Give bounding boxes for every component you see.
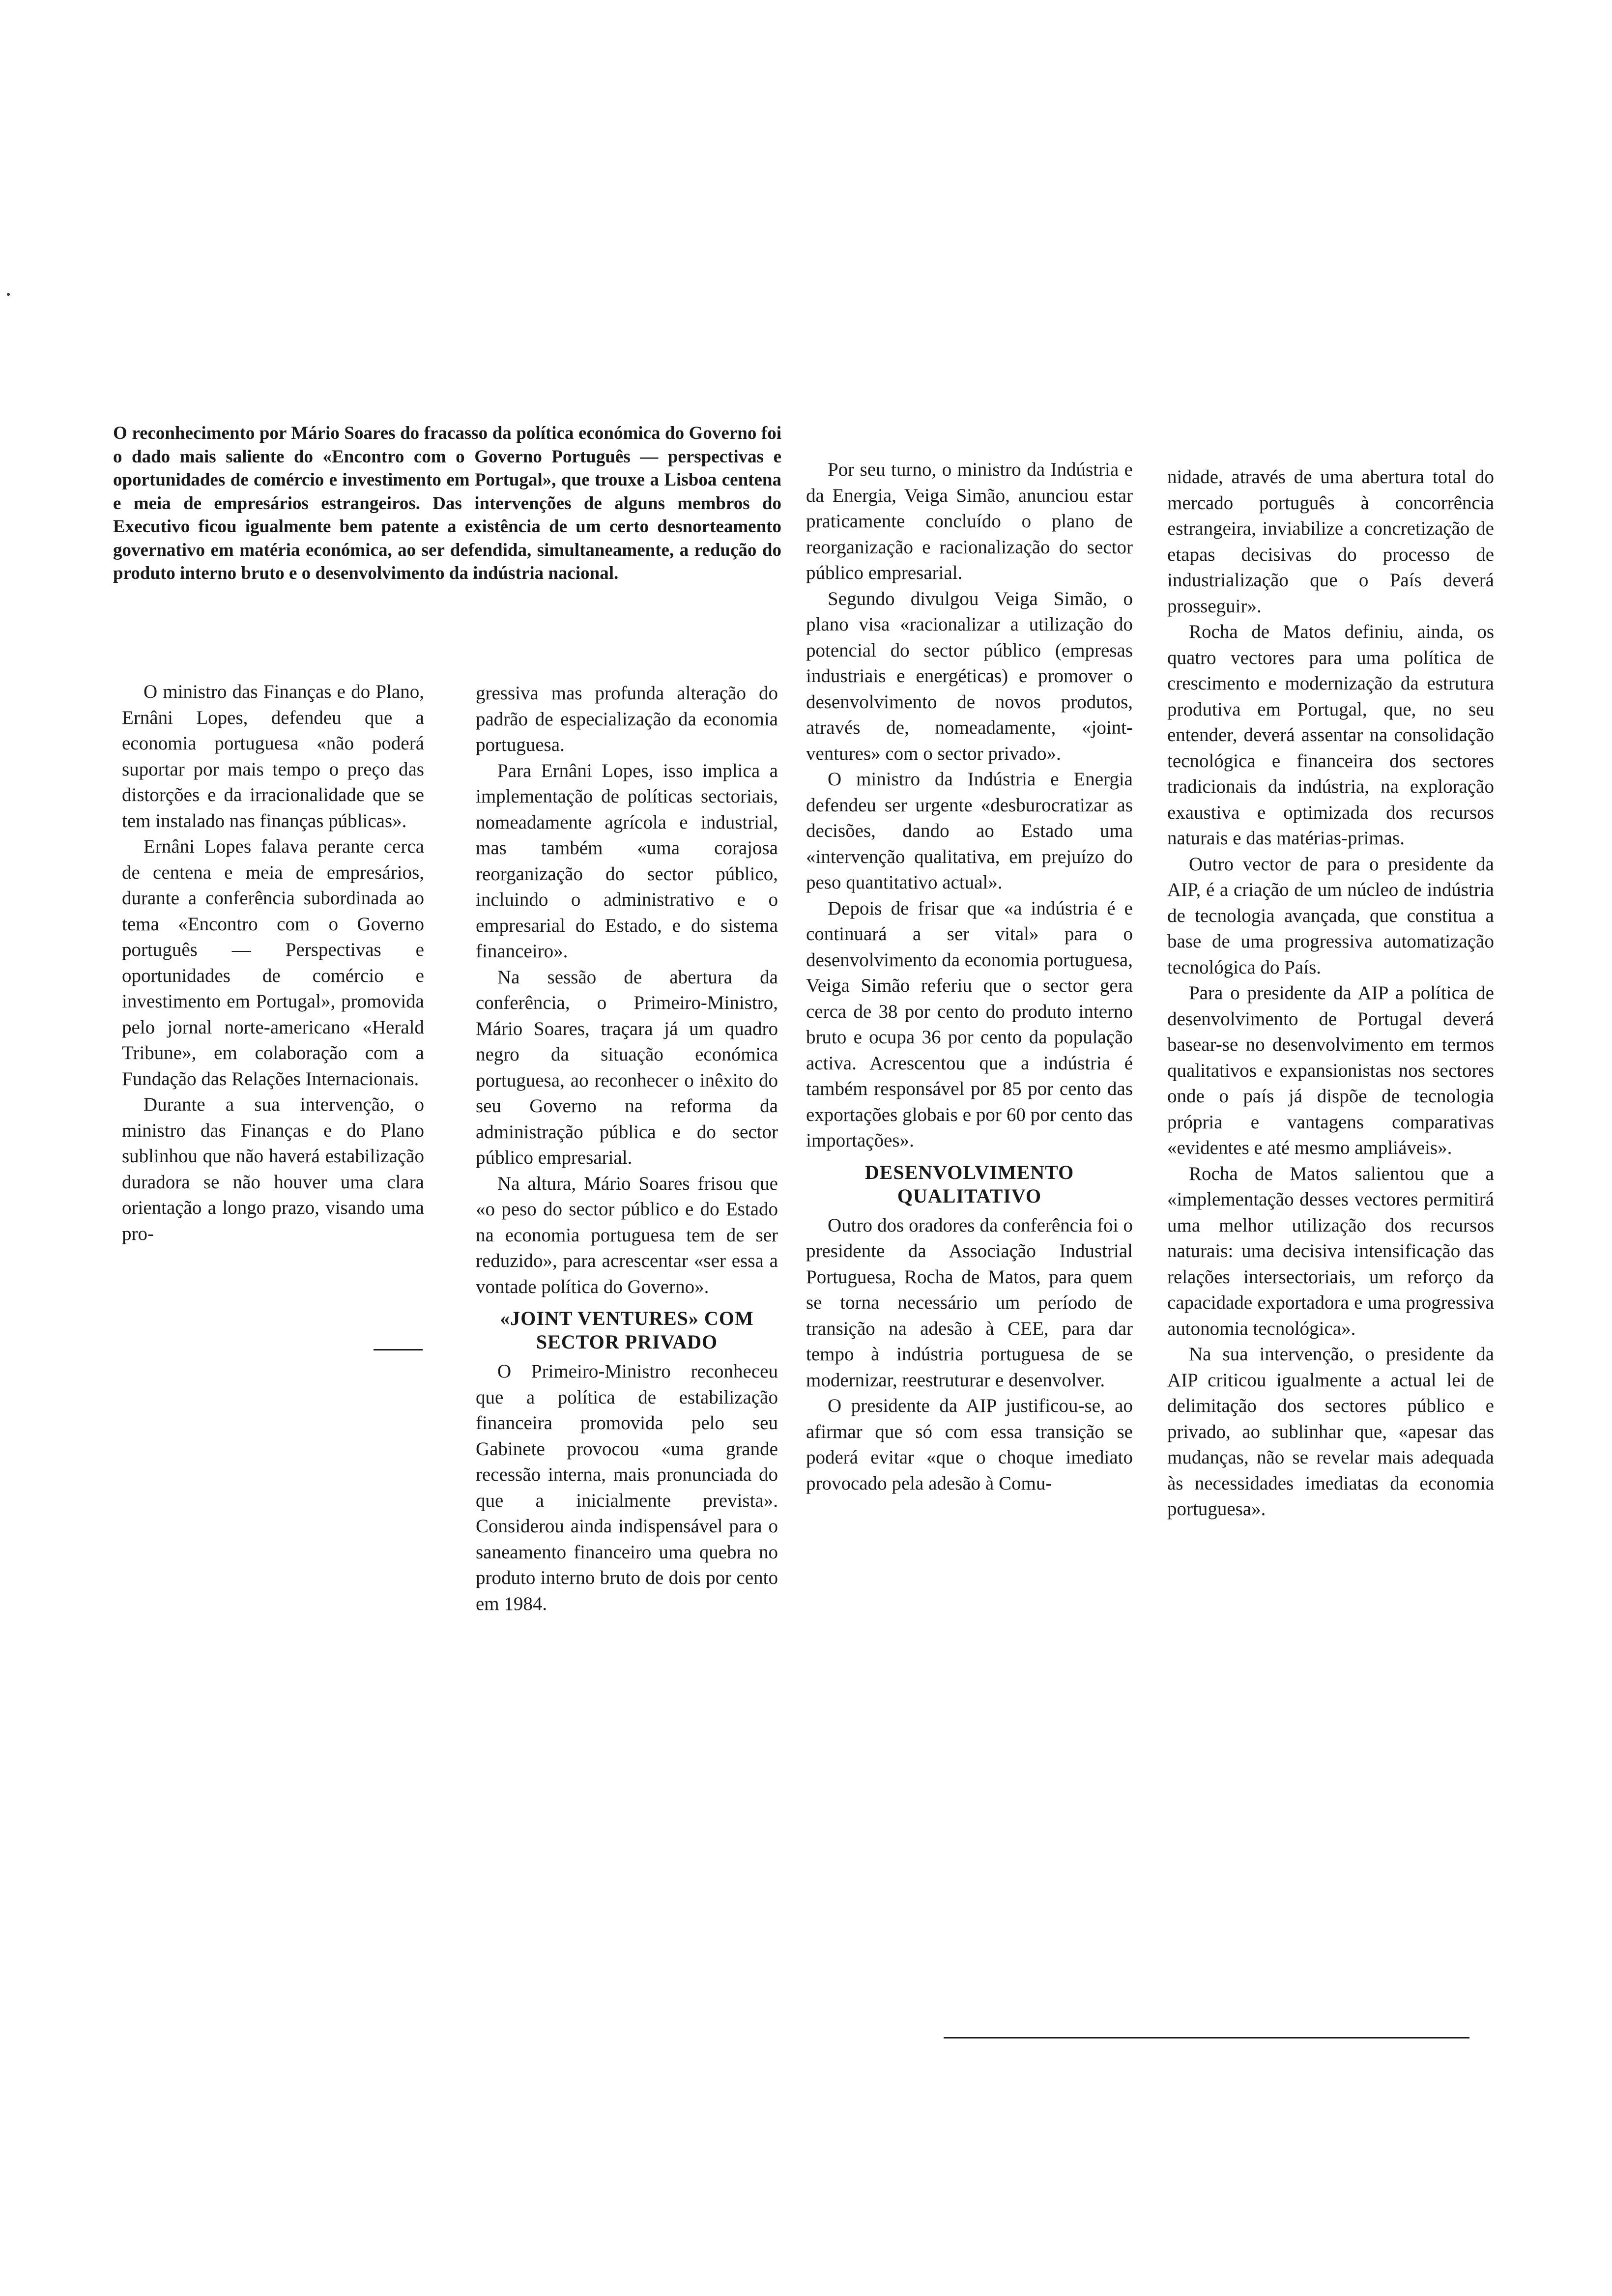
paragraph: Por seu turno, o ministro da Indústria e da Energia, Veiga Simão, anunciou estar praticamente concluído o plano de reorganização e racionalização do sector público empresarial. xyxy=(806,459,1133,583)
paragraph: Rocha de Matos salientou que a «implementação desses vectores permitirá uma melhor utilização dos recursos naturais: uma decisiva intensificação das relações intersectoriais, um reforço da capacidade exportadora e uma progressiva autonomia tecnológica». xyxy=(1167,1163,1494,1339)
paragraph: Depois de frisar que «a indústria é e continuará a ser vital» para o desenvolvimento da economia portuguesa, Veiga Simão referiu que o sector gera cerca de 38 por cento do produto interno bruto e ocupa 36 por cento da população activa. Acrescentou que a indústria é também responsável por 85 por cento das exportações globais e por 60 por cento das importações». xyxy=(806,897,1133,1151)
paragraph: Na altura, Mário Soares frisou que «o peso do sector público e do Estado na economia portuguesa tem de ser reduzido», para acrescentar «ser essa a vontade política do Governo». xyxy=(476,1173,778,1297)
paragraph: Outro vector de para o presidente da AIP, é a criação de um núcleo de indústria de tecnologia avançada, que constitua a base de uma progressiva automatização tecnológica do País. xyxy=(1167,853,1494,978)
article-end-rule xyxy=(944,2037,1469,2038)
article-column-2 xyxy=(476,681,778,1617)
scan-speck xyxy=(7,293,10,296)
column-end-rule xyxy=(374,1349,423,1350)
paragraph: Para o presidente da AIP a política de desenvolvimento de Portugal deverá basear-se no desenvolvimento em termos qualitativos e expansionistas nos sectores onde o país já dispõe de tecnologia própria e vantagens comparativas «evidentes e até mesmo ampliáveis». xyxy=(1167,982,1494,1158)
paragraph: Rocha de Matos definiu, ainda, os quatro vectores para uma política de crescimento e modernização da estrutura produtiva em Portugal, que, no seu entender, deverá assentar na consolidação tecnológica e financeira dos sectores tradicionais da indústria, na exploração exaustiva e optimizada dos recursos naturais e das matérias-primas. xyxy=(1167,621,1494,849)
paragraph: O ministro da Indústria e Energia defendeu ser urgente «desburocratizar as decisões, dando ao Estado uma «intervenção qualitativa, em prejuízo do peso quantitativo actual». xyxy=(806,769,1133,893)
paragraph: nidade, através de uma abertura total do mercado português à concorrência estrangeira, inviabilize a concretização de etapas decisivas do processo de industrialização que o País deverá prosseguir». xyxy=(1167,466,1494,617)
paragraph: Ernâni Lopes falava perante cerca de centena e meia de empresários, durante a conferência subordinada ao tema «Encontro com o Governo português — Perspectivas e oportunidades de comércio e investimento em Portugal», promovida pelo jornal norte-americano «Herald Tribune», em colaboração com a Fundação das Relações Internacionais. xyxy=(122,836,424,1090)
paragraph: gressiva mas profunda alteração do padrão de especialização da economia portuguesa. xyxy=(476,683,778,755)
article-column-4 xyxy=(1167,464,1494,1522)
paragraph: O ministro das Finanças e do Plano, Ernâni Lopes, defendeu que a economia portuguesa «não poderá suportar por mais tempo o preço das distorções e da irracionalidade que se tem instalado nas finanças públicas». xyxy=(122,681,424,832)
paragraph: Outro dos oradores da conferência foi o presidente da Associação Industrial Portuguesa, Rocha de Matos, para quem se torna necessário um período de transição na adesão à CEE, para dar tempo à indústria portuguesa de se modernizar, reestruturar e desenvolver. xyxy=(806,1214,1133,1391)
article-column-1 xyxy=(122,679,424,1247)
article-lead: O reconhecimento por Mário Soares do fracasso da política económica do Governo foi o dado mais saliente do «Encontro com o Governo Português — perspectivas e oportunidades de comércio e investimento em Portugal», que trouxe a Lisboa centena e meia de empresários estrangeiros. Das intervenções de alguns membros do Executivo ficou igualmente bem patente a existência de um certo desnorteamento governativo em matéria económica, ao ser defendida, simultaneamente, a redução do produto interno bruto e o desenvolvimento da indústria nacional. xyxy=(113,423,781,583)
paragraph: Na sua intervenção, o presidente da AIP criticou igualmente a actual lei de delimitação dos sectores público e privado, ao sublinhar que, «apesar das mudanças, não se revelar mais adequada às necessidades imediatas da economia portuguesa». xyxy=(1167,1344,1494,1520)
section-heading: «JOINT VENTURES» COM SECTOR PRIVADO xyxy=(500,1307,754,1353)
section-heading: DESENVOLVIMENTO QUALITATIVO xyxy=(864,1161,1074,1207)
paragraph: Segundo divulgou Veiga Simão, o plano visa «racionalizar a utilização do potencial do sector público (empresas industriais e energéticas) e promover o desenvolvimento de novos produtos, através de, nomeadamente, «joint-ventures» com o sector privado». xyxy=(806,588,1133,764)
paragraph: Durante a sua intervenção, o ministro das Finanças e do Plano sublinhou que não haverá estabilização duradora se não houver uma clara orientação a longo prazo, visando uma pro- xyxy=(122,1094,424,1244)
paragraph: O presidente da AIP justificou-se, ao afirmar que só com essa transição se poderá evitar «que o choque imediato provocado pela adesão à Comu- xyxy=(806,1395,1133,1494)
paragraph: O Primeiro-Ministro reconheceu que a política de estabilização financeira promovida pelo seu Gabinete provocou «uma grande recessão interna, mais pronunciada do que a inicialmente prevista». Considerou ainda indispensável para o saneamento financeiro uma quebra no produto interno bruto de dois por cento em 1984. xyxy=(476,1361,778,1614)
article-column-3 xyxy=(806,457,1133,1496)
paragraph: Na sessão de abertura da conferência, o Primeiro-Ministro, Mário Soares, traçara já um quadro negro da situação económica portuguesa, ao reconhecer o inêxito do seu Governo na reforma da administração pública e do sector público empresarial. xyxy=(476,966,778,1168)
paragraph: Para Ernâni Lopes, isso implica a implementação de políticas sectoriais, nomeadamente agrícola e industrial, mas também «uma corajosa reorganização do sector público, incluindo o administrativo e o empresarial do Estado, e do sistema financeiro». xyxy=(476,760,778,962)
